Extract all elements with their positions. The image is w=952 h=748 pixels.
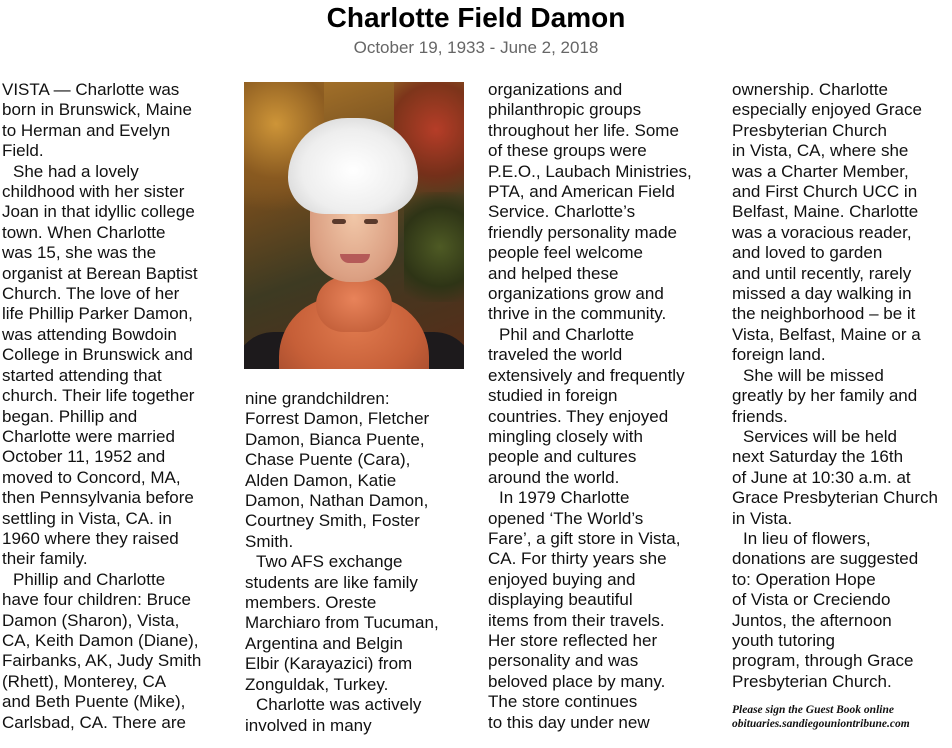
text-line: of June at 10:30 a.m. at <box>732 467 911 487</box>
text-line: and Beth Puente (Mike), <box>2 692 186 712</box>
text-line: born in Brunswick, Maine <box>2 100 192 120</box>
text-line: town. When Charlotte <box>2 222 166 242</box>
text-line: CA. For thirty years she <box>488 549 667 569</box>
text-line: people feel welcome <box>488 243 643 263</box>
text-line: Belfast, Maine. Charlotte <box>732 202 919 222</box>
text-line: organizations grow and <box>488 284 664 304</box>
text-line: organist at Berean Baptist <box>2 263 198 283</box>
text-line: opened ‘The World’s <box>488 508 644 528</box>
text-line: Smith. <box>245 531 294 551</box>
text-line: donations are suggested <box>732 549 919 569</box>
text-line: In 1979 Charlotte <box>499 488 630 508</box>
text-line: members. Oreste <box>245 593 377 613</box>
guest-book-note <box>732 703 952 731</box>
text-line: VISTA — Charlotte was <box>2 80 180 99</box>
text-line: Vista, Belfast, Maine or a <box>732 324 921 344</box>
text-line: in Vista, CA, where she <box>732 141 909 161</box>
text-line: moved to Concord, MA, <box>2 467 181 487</box>
column-4 <box>732 80 952 692</box>
text-line: was attending Bowdoin <box>2 324 177 344</box>
text-line: enjoyed buying and <box>488 569 636 589</box>
text-line: Charlotte were married <box>2 426 175 446</box>
text-line: life Phillip Parker Damon, <box>2 304 193 324</box>
text-line: Her store reflected her <box>488 630 658 650</box>
text-line: Joan in that idyllic college <box>2 202 195 222</box>
text-line: people and cultures <box>488 447 637 467</box>
text-line: CA, Keith Damon (Diane), <box>2 630 199 650</box>
text-line: greatly by her family and <box>732 386 918 406</box>
text-line: Charlotte was actively <box>256 695 422 715</box>
text-line: childhood with her sister <box>2 182 185 202</box>
text-line: especially enjoyed Grace <box>732 100 922 120</box>
text-line: philanthropic groups <box>488 100 642 120</box>
text-line: beloved place by many. <box>488 671 666 691</box>
text-line: to: Operation Hope <box>732 569 876 589</box>
text-line: and loved to garden <box>732 243 883 263</box>
text-line: then Pennsylvania before <box>2 488 194 508</box>
text-line: youth tutoring <box>732 630 836 650</box>
text-line: was a Charter Member, <box>732 161 909 181</box>
text-line: Carlsbad, CA. There are <box>2 712 186 732</box>
text-line: Phillip and Charlotte <box>13 569 166 589</box>
text-line: displaying beautiful <box>488 590 633 610</box>
text-line: personality and was <box>488 651 639 671</box>
text-line: Service. Charlotte’s <box>488 202 636 222</box>
text-line: Damon (Sharon), Vista, <box>2 610 180 630</box>
text-line: their family. <box>2 549 88 569</box>
text-line: nine grandchildren: <box>245 389 390 408</box>
text-line: Juntos, the afternoon <box>732 610 892 630</box>
text-line: Fare’, a gift store in Vista, <box>488 528 681 548</box>
text-line: Fairbanks, AK, Judy Smith <box>2 651 202 671</box>
text-line: settling in Vista, CA. in <box>2 508 172 528</box>
text-line: throughout her life. Some <box>488 120 679 140</box>
text-line: Courtney Smith, Foster <box>245 511 420 531</box>
text-line: involved in many <box>245 715 372 735</box>
text-line: Chase Puente (Cara), <box>245 450 411 470</box>
text-line: around the world. <box>488 467 620 487</box>
guest-book-url[interactable]: obituaries.sandiegouniontribune.com <box>732 718 910 730</box>
text-line: was a voracious reader, <box>732 222 912 242</box>
text-line: (Rhett), Monterey, CA <box>2 671 167 691</box>
text-line: Damon, Nathan Damon, <box>245 491 429 511</box>
life-dates: October 19, 1933 - June 2, 2018 <box>353 38 599 57</box>
text-line: Marchiaro from Tucuman, <box>245 613 439 633</box>
column-3 <box>488 80 720 733</box>
text-line: She will be missed <box>743 365 884 385</box>
text-line: Services will be held <box>743 426 898 446</box>
text-line: Field. <box>2 141 44 161</box>
text-line: foreign land. <box>732 345 826 365</box>
text-line: of these groups were <box>488 141 647 161</box>
text-line: traveled the world <box>488 345 623 365</box>
text-line: of Vista or Creciendo <box>732 590 891 610</box>
obituary-name: Charlotte Field Damon <box>326 2 626 33</box>
text-line: countries. They enjoyed <box>488 406 669 426</box>
text-line: friends. <box>732 406 788 426</box>
text-line: to Herman and Evelyn <box>2 120 171 140</box>
text-line: and helped these <box>488 263 619 283</box>
text-line: missed a day walking in <box>732 284 912 304</box>
guest-book-line: Please sign the Guest Book online <box>732 704 894 716</box>
text-line: was 15, she was the <box>2 243 157 263</box>
text-line: and until recently, rarely <box>732 263 912 283</box>
text-line: organizations and <box>488 80 623 99</box>
text-line: Forrest Damon, Fletcher <box>245 409 430 429</box>
text-line: Argentina and Belgin <box>245 633 403 653</box>
text-line: Two AFS exchange <box>256 552 403 572</box>
text-line: Church. The love of her <box>2 284 180 304</box>
text-line: Presbyterian Church <box>732 120 887 140</box>
text-line: to this day under new <box>488 712 650 732</box>
text-line: She had a lovely <box>13 161 139 181</box>
text-line: Alden Damon, Katie <box>245 470 397 490</box>
text-line: program, through Grace <box>732 651 914 671</box>
text-line: and First Church UCC in <box>732 182 918 202</box>
text-line: Damon, Bianca Puente, <box>245 429 425 449</box>
column-2 <box>245 389 477 736</box>
text-line: The store continues <box>488 692 638 712</box>
text-line: in Vista. <box>732 508 793 528</box>
text-line: started attending that <box>2 365 162 385</box>
text-line: students are like family <box>245 572 418 592</box>
text-line: church. Their life together <box>2 386 195 406</box>
text-line: items from their travels. <box>488 610 665 630</box>
text-line: Phil and Charlotte <box>499 324 635 344</box>
text-line: P.E.O., Laubach Ministries, <box>488 161 692 181</box>
text-line: Presbyterian Church. <box>732 671 892 691</box>
text-line: friendly personality made <box>488 222 677 242</box>
text-line: Zonguldak, Turkey. <box>245 674 389 694</box>
portrait-photo <box>244 82 464 369</box>
text-line: Grace Presbyterian Church <box>732 488 938 508</box>
text-line: In lieu of flowers, <box>743 528 871 548</box>
text-line: next Saturday the 16th <box>732 447 904 467</box>
text-line: began. Phillip and <box>2 406 138 426</box>
text-line: PTA, and American Field <box>488 182 675 202</box>
text-line: 1960 where they raised <box>2 528 179 548</box>
text-line: thrive in the community. <box>488 304 667 324</box>
text-line: October 11, 1952 and <box>2 447 166 467</box>
text-line: ownership. Charlotte <box>732 80 888 99</box>
column-1 <box>2 80 234 733</box>
text-line: Elbir (Karayazici) from <box>245 654 413 674</box>
text-line: mingling closely with <box>488 426 643 446</box>
text-line: extensively and frequently <box>488 365 685 385</box>
text-line: have four children: Bruce <box>2 590 191 610</box>
text-line: College in Brunswick and <box>2 345 193 365</box>
text-line: the neighborhood – be it <box>732 304 916 324</box>
text-line: studied in foreign <box>488 386 618 406</box>
